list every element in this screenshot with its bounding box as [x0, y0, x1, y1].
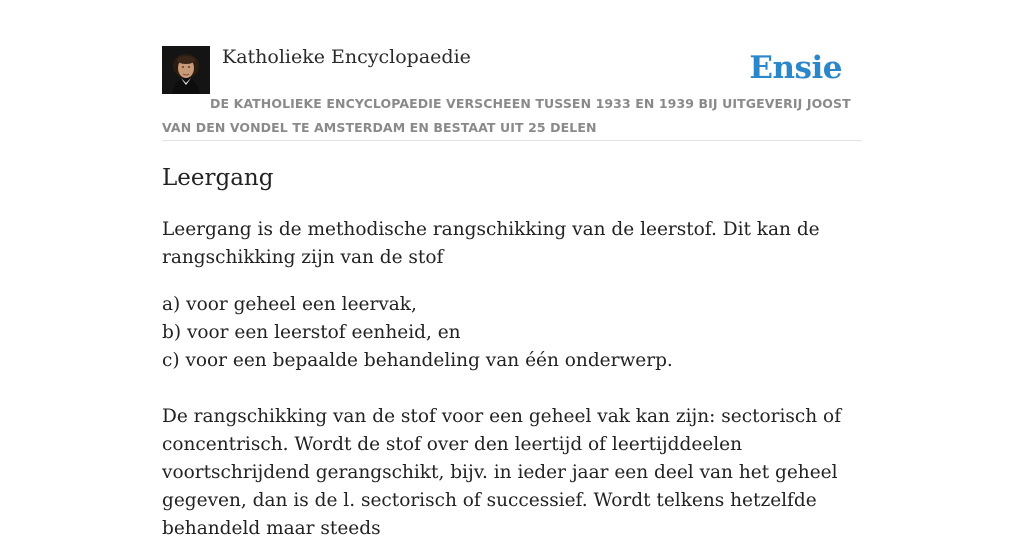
article-paragraph-2: De rangschikking van de stof voor een geheel vak kan zijn: sectorisch of concentrisch. Wordt de stof over den leertijd of leertijddeelen voortschrijdend gerangschikt, bijv. in ieder jaar een deel van het geheel gegeven, dan is de l. sectorisch of successief. Wordt telkens hetzelfde behandeld maar steeds: [162, 406, 842, 539]
list-item: c) voor een bepaalde behandeling van één onderwerp.: [162, 350, 673, 371]
article-paragraph-1: Leergang is de methodische rangschikking van de leerstof. Dit kan de rangschikking zijn van de stof: [162, 219, 820, 268]
list-item: a) voor geheel een leervak,: [162, 294, 417, 315]
article: [162, 160, 862, 543]
page-header: [162, 44, 862, 141]
source-avatar[interactable]: [162, 46, 210, 94]
list-item: b) voor een leerstof eenheid, en: [162, 322, 461, 343]
source-title-link[interactable]: Katholieke Encyclopaedie: [222, 46, 471, 68]
article-title: Leergang: [162, 165, 274, 191]
ensie-logo[interactable]: Ensie: [749, 50, 842, 86]
portrait-icon: [162, 46, 210, 94]
article-list: [162, 291, 842, 375]
source-description: DE KATHOLIEKE ENCYCLOPAEDIE VERSCHEEN TUSSEN 1933 EN 1939 BIJ UITGEVERIJ JOOST VAN DEN VONDEL TE AMSTERDAM EN BESTAAT UIT 25 DELEN: [162, 96, 851, 135]
